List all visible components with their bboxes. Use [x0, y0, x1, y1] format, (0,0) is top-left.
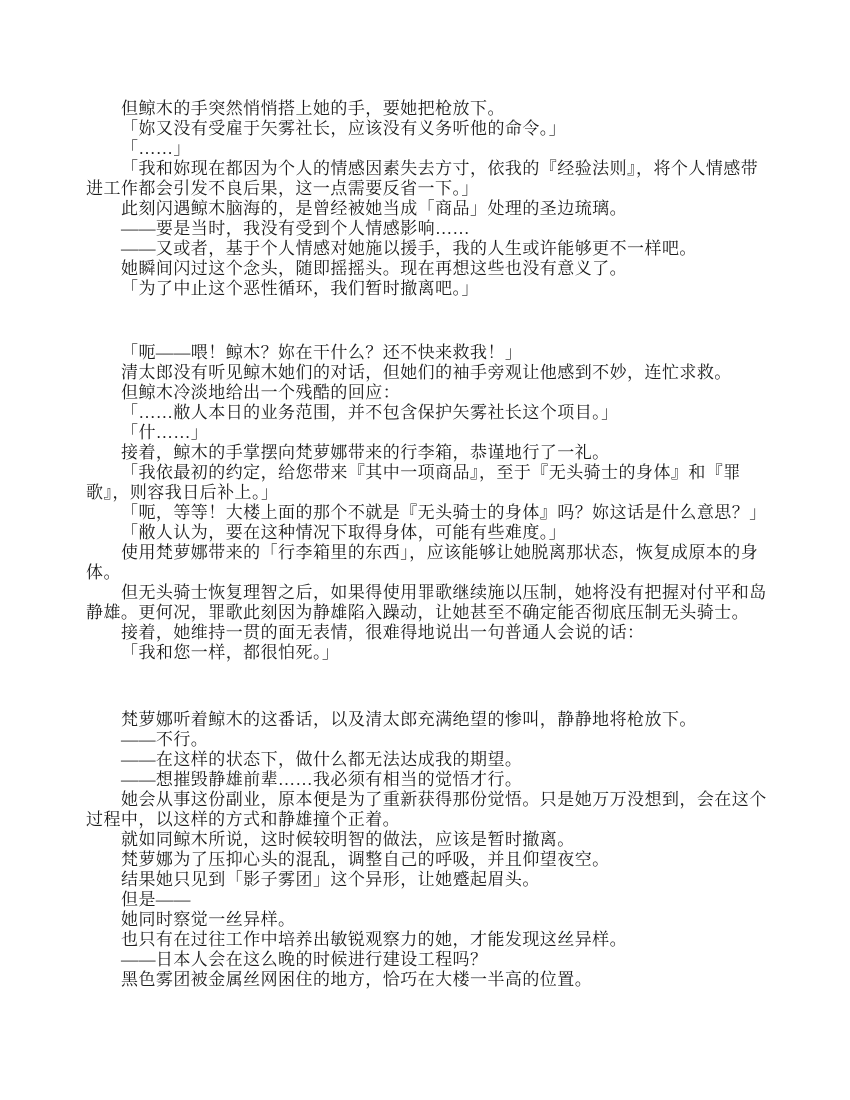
- text-line: 结果她只见到「影子雾团」这个异形，让她蹙起眉头。: [121, 870, 540, 889]
- text-line: 「我和妳现在都因为个人的情感因素失去方寸，依我的『经验法则』，将个人情感带: [121, 159, 759, 178]
- text-line: 清太郎没有听见鲸木她们的对话，但她们的袖手旁观让他感到不妙，连忙求救。: [121, 363, 732, 382]
- text-line: ——想摧毁静雄前辈……我必须有相当的觉悟才行。: [121, 770, 523, 789]
- text-line: 但鲸木冷淡地给出一个残酷的回应：: [121, 383, 401, 402]
- page-text-body: [86, 99, 766, 990]
- text-line: 她会从事这份副业，原本便是为了重新获得那份觉悟。只是她万万没想到，会在这个: [121, 790, 767, 809]
- text-line: 进工作都会引发不良后果，这一点需要反省一下。」: [86, 179, 479, 198]
- text-line: 就如同鲸木所说，这时候较明智的做法，应该是暂时撤离。: [121, 830, 575, 849]
- text-line: 梵萝娜为了压抑心头的混乱，调整自己的呼吸，并且仰望夜空。: [121, 850, 610, 869]
- text-line: 此刻闪遇鲸木脑海的，是曾经被她当成「商品」处理的圣边琉璃。: [121, 199, 628, 218]
- text-line: ——在这样的状态下，做什么都无法达成我的期望。: [121, 750, 523, 769]
- text-line: 但是——: [121, 890, 191, 909]
- text-line: 「敝人认为，要在这种情况下取得身体，可能有些难度。」: [121, 523, 567, 542]
- text-line: 但无头骑士恢复理智之后，如果得使用罪歌继续施以压制，她将没有把握对付平和岛: [121, 583, 767, 602]
- text-line: ——又或者，基于个人情感对她施以援手，我的人生或许能够更不一样吧。: [121, 239, 697, 258]
- text-line: ——不行。: [121, 730, 209, 749]
- text-line: 过程中，以这样的方式和静雄撞个正着。: [86, 810, 401, 829]
- text-line: ——日本人会在这么晚的时候进行建设工程吗？: [121, 950, 488, 969]
- text-line: 但鲸木的手突然悄悄搭上她的手，要她把枪放下。: [121, 99, 505, 118]
- text-line: 黑色雾团被金属丝网困住的地方，恰巧在大楼一半高的位置。: [121, 970, 593, 989]
- text-line: 「呃，等等！大楼上面的那个不就是『无头骑士的身体』吗？妳这话是什么意思？」: [121, 503, 767, 522]
- text-section: [86, 99, 766, 299]
- text-line: 她瞬间闪过这个念头，随即摇摇头。现在再想这些也没有意义了。: [121, 259, 628, 278]
- text-line: ——要是当时，我没有受到个人情感影响……: [121, 219, 470, 238]
- text-line: 「什……」: [121, 423, 209, 442]
- text-line: 「呃——喂！鲸木？妳在干什么？还不快来救我！」: [121, 343, 523, 362]
- text-line: 也只有在过往工作中培养出敏锐观察力的她，才能发现这丝异样。: [121, 930, 628, 949]
- text-line: 「我依最初的约定，给您带来『其中一项商品』，至于『无头骑士的身体』和『罪: [121, 463, 741, 482]
- text-line: 「为了中止这个恶性循环，我们暂时撤离吧。」: [121, 279, 479, 298]
- text-line: 静雄。更何况，罪歌此刻因为静雄陷入躁动，让她甚至不确定能否彻底压制无头骑士。: [86, 603, 750, 622]
- text-line: 接着，鲸木的手掌摆向梵萝娜带来的行李箱，恭谨地行了一礼。: [121, 443, 610, 462]
- text-section: [86, 710, 766, 990]
- text-line: 「……」: [121, 139, 191, 158]
- text-line: 「……敝人本日的业务范围，并不包含保护矢雾社长这个项目。」: [121, 403, 619, 422]
- text-line: 梵萝娜听着鲸木的这番话，以及清太郎充满绝望的惨叫，静静地将枪放下。: [121, 710, 697, 729]
- text-section: [86, 343, 766, 663]
- text-line: 使用梵萝娜带来的「行李箱里的东西」，应该能够让她脱离那状态，恢复成原本的身: [121, 543, 759, 562]
- text-line: 接着，她维持一贯的面无表情，很难得地说出一句普通人会说的话：: [121, 623, 645, 642]
- text-line: 「妳又没有受雇于矢雾社长，应该没有义务听他的命令。」: [121, 119, 567, 138]
- text-line: 她同时察觉一丝异样。: [121, 910, 296, 929]
- text-line: 歌』，则容我日后补上。」: [86, 483, 279, 502]
- text-line: 体。: [86, 563, 121, 582]
- text-line: 「我和您一样，都很怕死。」: [121, 643, 340, 662]
